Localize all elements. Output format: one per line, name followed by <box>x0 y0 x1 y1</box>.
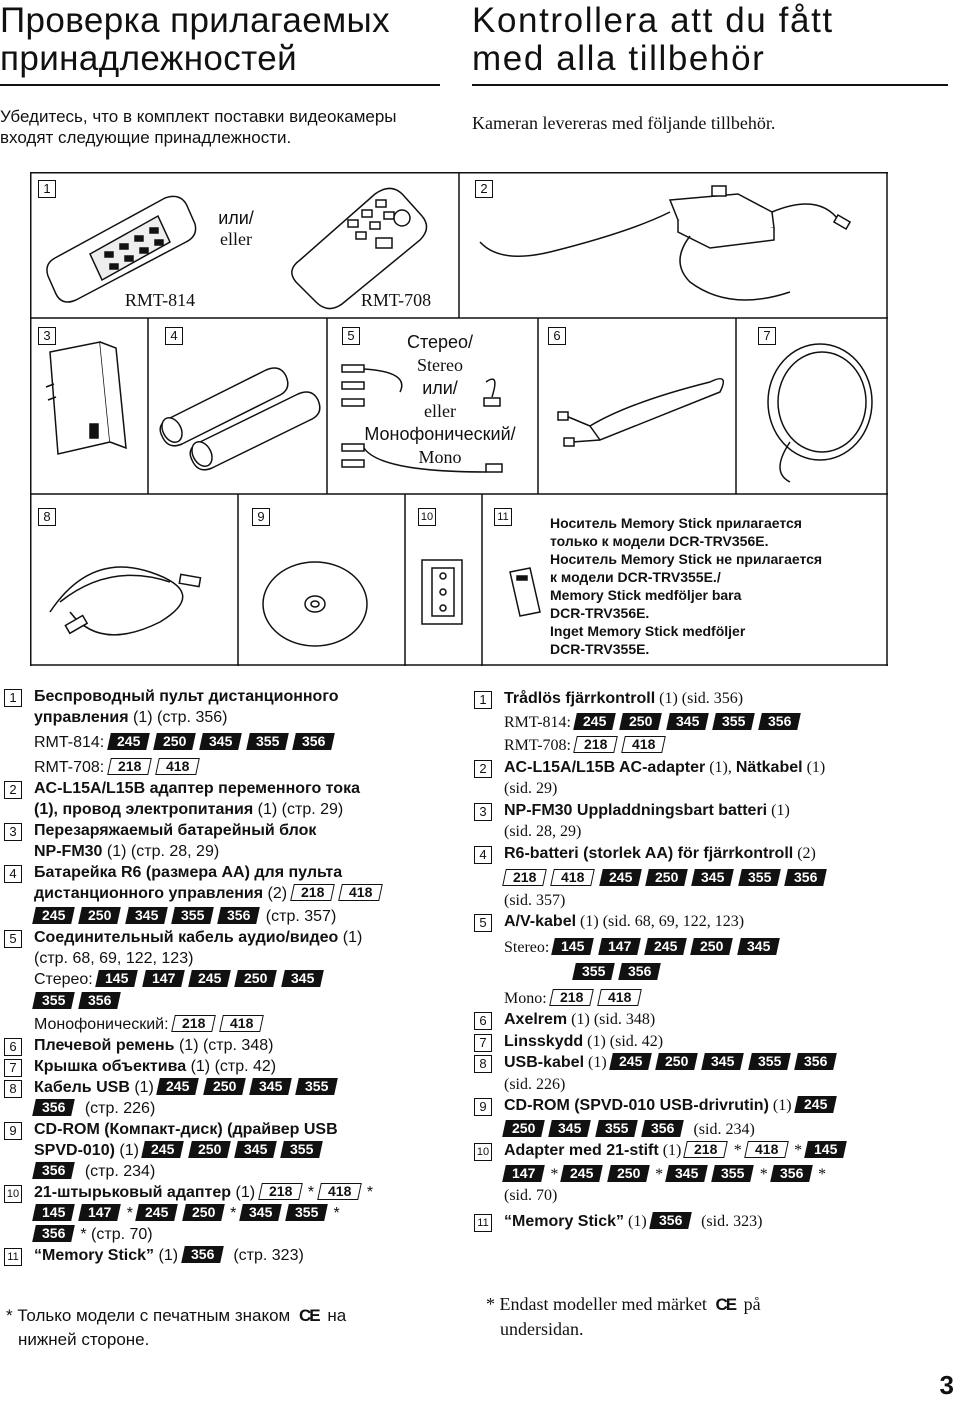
ru-item-6: 6 Плечевой ремень (1) (стр. 348) <box>4 1035 444 1056</box>
badge-356: 356 <box>784 869 827 886</box>
ru-footnote: * Только модели с печатным знаком CE на нижней стороне. <box>6 1306 347 1349</box>
ru-item-9: 9 CD-ROM (Компакт-диск) (драйвер USB SPVD-010) (1) 245 250 345 355 356 (стр. 234) <box>4 1119 444 1182</box>
sv-item-11: 11 “Memory Stick” (1) 356 (sid. 323) <box>474 1211 954 1233</box>
badge-250: 250 <box>502 1120 545 1137</box>
badge-245: 245 <box>561 1165 604 1182</box>
badge-250: 250 <box>234 970 277 987</box>
badge-218: 218 <box>107 758 152 775</box>
sv-item-10: 10 Adapter med 21-stift (1) 218 * 418 * 145 147 * 245 250 * 345 355 * 356 * (sid. 70) <box>474 1140 954 1207</box>
fig-rmt814-label: RMT-814 <box>124 290 196 310</box>
badge-245: 245 <box>644 938 687 955</box>
badge-356: 356 <box>619 963 662 980</box>
badge-418: 418 <box>338 884 383 901</box>
fig-rmt708-label: RMT-708 <box>360 290 432 310</box>
shoulder-strap-illustration <box>558 379 723 446</box>
ru-title-rule <box>0 84 440 86</box>
ru-num-11: 11 <box>4 1248 22 1266</box>
aa-batteries-illustration <box>158 368 320 470</box>
ru-num-9: 9 <box>4 1122 22 1140</box>
ru-num-10: 10 <box>4 1185 22 1203</box>
sv-intro: Kameran levereras med följande tillbehör. <box>472 113 776 133</box>
memory-stick-illustration <box>510 568 540 616</box>
ru-item-7: 7 Крышка объектива (1) (стр. 42) <box>4 1056 444 1077</box>
badge-355: 355 <box>281 1141 324 1158</box>
sv-item-8: 8 USB-kabel (1) 245 250 345 355 356 (sid. 226) <box>474 1052 954 1095</box>
battery-pack-illustration <box>46 342 126 454</box>
ru-num-1: 1 <box>4 689 22 707</box>
badge-218: 218 <box>684 1141 729 1158</box>
badge-250: 250 <box>645 869 688 886</box>
fig-num-11: 11 <box>494 508 512 526</box>
sv-num-8: 8 <box>474 1055 492 1073</box>
sv-item-7: 7 Linsskydd (1) (sid. 42) <box>474 1031 954 1053</box>
badge-250: 250 <box>188 1141 231 1158</box>
badge-145: 145 <box>552 938 595 955</box>
badge-245: 245 <box>794 1096 837 1113</box>
badge-355: 355 <box>748 1053 791 1070</box>
cdrom-illustration <box>263 562 367 646</box>
sv-item-5: 5 A/V-kabel (1) (sid. 68, 69, 122, 123) Stereo: 145 147 245 250 345 355 356 Mono: 218 418 <box>474 911 954 1009</box>
badge-355: 355 <box>595 1120 638 1137</box>
badge-145: 145 <box>32 1204 75 1221</box>
ru-num-3: 3 <box>4 823 22 841</box>
ru-item-10: 10 21-штырьковый адаптер (1) 218 * 418 * 145 147 * 245 250 * 345 355 * 356 * (стр. 70) <box>4 1182 444 1245</box>
fig-num-4: 4 <box>165 327 183 345</box>
badge-418: 418 <box>317 1183 362 1200</box>
badge-345: 345 <box>665 1165 708 1182</box>
ru-header <box>0 0 440 148</box>
badge-250: 250 <box>79 907 122 924</box>
ru-num-6: 6 <box>4 1038 22 1056</box>
badge-355: 355 <box>285 1204 328 1221</box>
fig-num-1: 1 <box>38 180 56 198</box>
badge-145: 145 <box>804 1141 847 1158</box>
fig-num-5: 5 <box>342 327 360 345</box>
badge-345: 345 <box>239 1204 282 1221</box>
badge-356: 356 <box>649 1212 692 1229</box>
badge-355: 355 <box>712 713 755 730</box>
badge-147: 147 <box>142 970 185 987</box>
badge-345: 345 <box>125 907 168 924</box>
sv-header <box>472 0 948 134</box>
badge-356: 356 <box>794 1053 837 1070</box>
fig-num-10: 10 <box>418 508 436 526</box>
badge-218: 218 <box>549 989 594 1006</box>
badge-345: 345 <box>249 1078 292 1095</box>
sv-item-6: 6 Axelrem (1) (sid. 348) <box>474 1009 954 1031</box>
badge-355: 355 <box>572 963 615 980</box>
ru-num-5: 5 <box>4 930 22 948</box>
badge-356: 356 <box>181 1246 224 1263</box>
ru-item-4: 4 Батарейка R6 (размера AA) для пульта дистанционного управления (2) 218 418 245 250 345 355 356 (стр. 357) <box>4 862 444 927</box>
ru-item-8: 8 Кабель USB (1) 245 250 345 355 356 (стр. 226) <box>4 1077 444 1119</box>
badge-345: 345 <box>702 1053 745 1070</box>
badge-356: 356 <box>32 1225 75 1242</box>
badge-356: 356 <box>32 1099 75 1116</box>
sv-item-9: 9 CD-ROM (SPVD-010 USB-drivrutin) (1) 245 250 345 355 356 (sid. 234) <box>474 1095 954 1140</box>
memory-stick-note: Носитель Memory Stick прилагается только к модели DCR-TRV356E. Носитель Memory Stick не прилагается к модели DCR-TRV355E./ Memory Stick medföljer bara DCR-TRV356E. Inget Memory Stick medföljer DCR-TRV355E. <box>550 515 823 657</box>
ru-intro: Убедитесь, что в комплект поставки видеокамеры входят следующие принадлежности. <box>0 107 397 147</box>
badge-418: 418 <box>622 736 667 753</box>
badge-250: 250 <box>153 733 196 750</box>
fig-or-label: или/ eller <box>218 208 254 249</box>
sv-num-2: 2 <box>474 760 492 778</box>
ru-item-11: 11 “Memory Stick” (1) 356 (стр. 323) <box>4 1245 444 1266</box>
fig-av-labels: Стерео/ Stereo или/ eller Монофонический/ Mono <box>364 332 516 467</box>
badge-345: 345 <box>666 713 709 730</box>
badge-418: 418 <box>597 989 642 1006</box>
sv-item-1: 1 Trådlös fjärrkontroll (1) (sid. 356) RMT-814: 245 250 345 355 356 RMT-708: 218 418 <box>474 688 954 757</box>
badge-250: 250 <box>607 1165 650 1182</box>
sv-num-5: 5 <box>474 914 492 932</box>
sv-num-1: 1 <box>474 691 492 709</box>
badge-356: 356 <box>32 1162 75 1179</box>
sv-item-2: 2 AC-L15A/L15B AC-adapter (1), Nätkabel (1) (sid. 29) <box>474 757 954 800</box>
badge-245: 245 <box>142 1141 185 1158</box>
badge-245: 245 <box>107 733 150 750</box>
badge-418: 418 <box>551 869 596 886</box>
badge-218: 218 <box>258 1183 303 1200</box>
ru-item-2: 2 AC-L15A/L15B адаптер переменного тока (1), провод электропитания (1) (стр. 29) <box>4 778 444 820</box>
usb-cable-illustration <box>50 567 201 635</box>
badge-356: 356 <box>770 1165 813 1182</box>
badge-245: 245 <box>609 1053 652 1070</box>
badge-345: 345 <box>549 1120 592 1137</box>
badge-355: 355 <box>296 1078 339 1095</box>
sv-title-rule <box>472 84 948 86</box>
badge-345: 345 <box>234 1141 277 1158</box>
fig-num-8: 8 <box>38 508 56 526</box>
sv-num-10: 10 <box>474 1143 492 1161</box>
badge-147: 147 <box>79 1204 122 1221</box>
badge-355: 355 <box>712 1165 755 1182</box>
badge-147: 147 <box>502 1165 545 1182</box>
badge-245: 245 <box>188 970 231 987</box>
badge-250: 250 <box>691 938 734 955</box>
badge-145: 145 <box>95 970 138 987</box>
badge-147: 147 <box>598 938 641 955</box>
badge-218: 218 <box>573 736 618 753</box>
badge-345: 345 <box>200 733 243 750</box>
sv-title: Kontrollera att du fått med alla tillbehör <box>472 1 834 78</box>
ru-num-4: 4 <box>4 865 22 883</box>
badge-356: 356 <box>218 907 261 924</box>
badge-250: 250 <box>655 1053 698 1070</box>
sv-num-6: 6 <box>474 1012 492 1030</box>
sv-footnote: * Endast modeller med märket CE på undersidan. <box>486 1294 761 1339</box>
badge-245: 245 <box>573 713 616 730</box>
badge-355: 355 <box>738 869 781 886</box>
sv-num-11: 11 <box>474 1214 492 1232</box>
fig-num-7: 7 <box>758 327 776 345</box>
badge-356: 356 <box>292 733 335 750</box>
ru-item-5: 5 Соединительный кабель аудио/видео (1) (стр. 68, 69, 122, 123) Стерео: 145 147 245 250 345 355 356 Монофонический: 218 418 <box>4 927 444 1035</box>
ru-num-7: 7 <box>4 1059 22 1077</box>
badge-418: 418 <box>744 1141 789 1158</box>
badge-355: 355 <box>246 733 289 750</box>
fig-num-2: 2 <box>475 180 493 198</box>
badge-356: 356 <box>79 992 122 1009</box>
badge-218: 218 <box>171 1015 216 1032</box>
badge-245: 245 <box>599 869 642 886</box>
badge-250: 250 <box>203 1078 246 1095</box>
ce-mark-icon: CE <box>298 1306 319 1325</box>
badge-356: 356 <box>759 713 802 730</box>
ru-num-2: 2 <box>4 781 22 799</box>
badge-418: 418 <box>155 758 200 775</box>
ru-item-1: 1 Беспроводный пульт дистанционного управления (1) (стр. 356) RMT-814: 245 250 345 355 356 RMT-708: 218 418 <box>4 686 444 778</box>
badge-245: 245 <box>157 1078 200 1095</box>
ac-adapter-illustration <box>480 186 850 300</box>
badge-218: 218 <box>290 884 335 901</box>
accessories-figure <box>30 172 888 666</box>
badge-418: 418 <box>220 1015 265 1032</box>
ru-item-3: 3 Перезаряжаемый батарейный блок NP-FM30 (1) (стр. 28, 29) <box>4 820 444 862</box>
sv-num-7: 7 <box>474 1034 492 1052</box>
sv-num-4: 4 <box>474 846 492 864</box>
sv-item-3: 3 NP-FM30 Uppladdningsbart batteri (1) (sid. 28, 29) <box>474 800 954 843</box>
page-number: 3 <box>939 1370 954 1400</box>
fig-num-9: 9 <box>252 508 270 526</box>
ru-num-8: 8 <box>4 1080 22 1098</box>
badge-356: 356 <box>641 1120 684 1137</box>
badge-345: 345 <box>692 869 735 886</box>
badge-355: 355 <box>32 992 75 1009</box>
remote-rmt814-illustration <box>47 196 196 302</box>
fig-num-6: 6 <box>548 327 566 345</box>
fig-num-3: 3 <box>38 327 56 345</box>
badge-245: 245 <box>32 907 75 924</box>
badge-345: 345 <box>737 938 780 955</box>
badge-218: 218 <box>502 869 547 886</box>
sv-item-4: 4 R6-batteri (storlek AA) för fjärrkontroll (2) 218 418 245 250 345 355 356 (sid. 357) <box>474 843 954 912</box>
sv-accessory-list <box>474 688 954 1232</box>
21pin-adapter-illustration <box>422 560 462 624</box>
badge-250: 250 <box>182 1204 225 1221</box>
sv-num-3: 3 <box>474 803 492 821</box>
badge-345: 345 <box>281 970 324 987</box>
badge-250: 250 <box>620 713 663 730</box>
badge-355: 355 <box>171 907 214 924</box>
ru-accessory-list <box>4 686 444 1266</box>
ce-mark-icon: CE <box>715 1295 736 1314</box>
sv-num-9: 9 <box>474 1098 492 1116</box>
badge-245: 245 <box>136 1204 179 1221</box>
lens-cap-illustration <box>768 344 872 482</box>
ru-title: Проверка прилагаемых принадлежностей <box>0 1 390 78</box>
